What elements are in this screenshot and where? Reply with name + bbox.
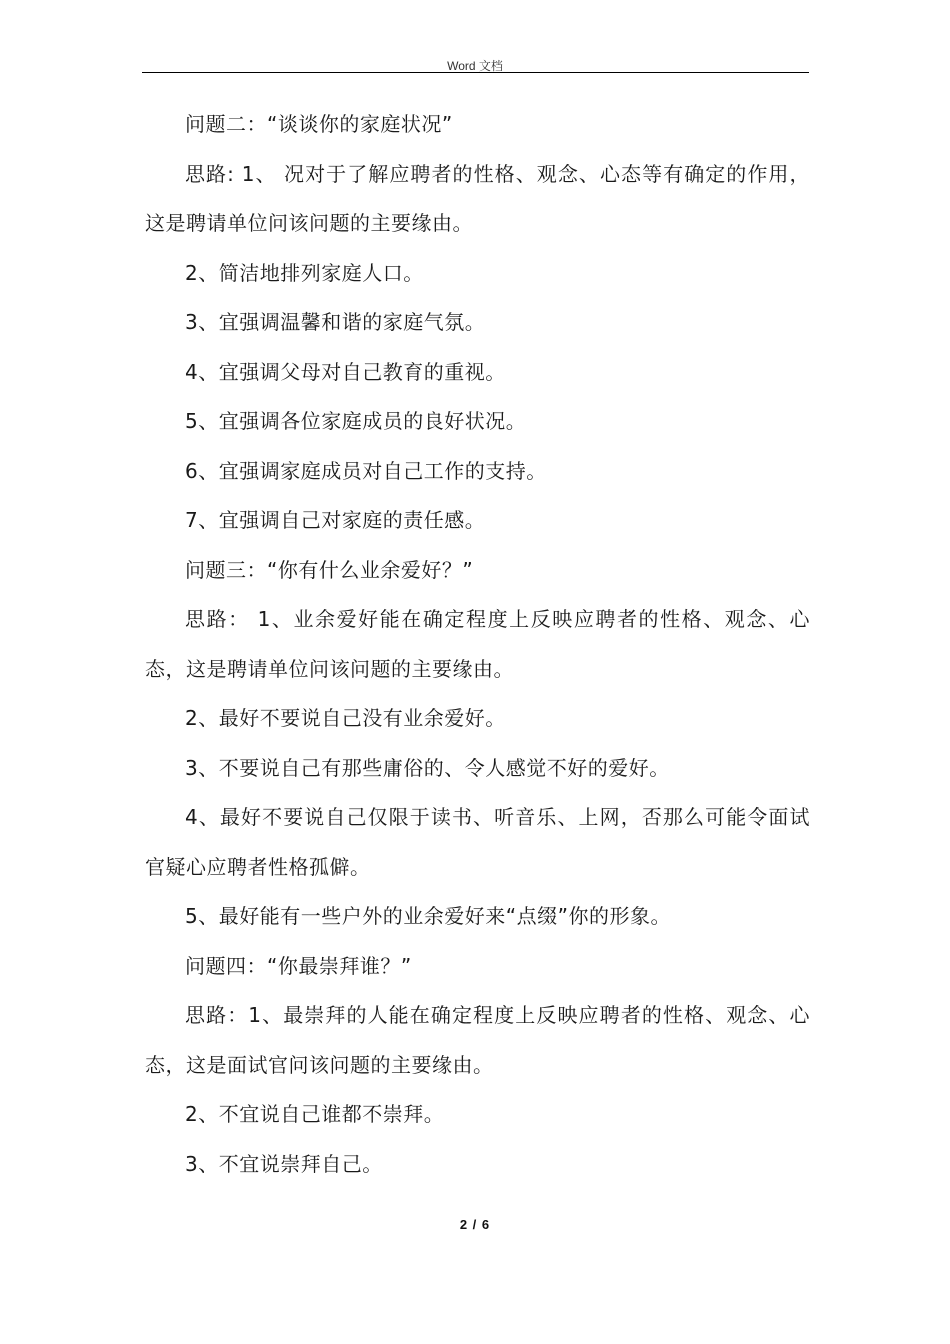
paragraph-item: 5、宜强调各位家庭成员的良好状况。: [185, 409, 527, 433]
document-body: [145, 100, 810, 1189]
paragraph-item: 6、宜强调家庭成员对自己工作的支持。: [185, 458, 547, 483]
paragraph-approach-4: 思路：1、最崇拜的人能在确定程度上反映应聘者的性格、观念、心态，这是面试官问该问题的主要缘由。: [145, 1003, 810, 1077]
paragraph-approach-3: 思路： 1、业余爱好能在确定程度上反映应聘者的性格、观念、心态，这是聘请单位问该问题的主要缘由。: [145, 607, 810, 681]
paragraph-item: 3、不要说自己有那些庸俗的、令人感觉不好的爱好。: [185, 755, 670, 780]
paragraph-item: 2、最好不要说自己没有业余爱好。: [185, 706, 506, 730]
paragraph-question-2: 问题二：“谈谈你的家庭状况”: [185, 112, 453, 136]
paragraph-item: 7、宜强调自己对家庭的责任感。: [185, 508, 486, 532]
page-number: 2 / 6: [459, 1217, 491, 1232]
paragraph-question-3: 问题三：“你有什么业余爱好？”: [185, 557, 474, 582]
paragraph-item: 3、不宜说崇拜自己。: [185, 1151, 383, 1176]
header-divider: [142, 72, 809, 73]
paragraph-item: 2、简洁地排列家庭人口。: [185, 260, 424, 285]
paragraph-question-4: 问题四：“你最崇拜谁？”: [185, 953, 412, 978]
paragraph-item: 4、最好不要说自己仅限于读书、听音乐、上网，否那么可能令面试官疑心应聘者性格孤僻。: [145, 805, 810, 879]
paragraph-item: 3、宜强调温馨和谐的家庭气氛。: [185, 310, 486, 334]
paragraph-approach-2: 思路: 1、 况对于了解应聘者的性格、观念、心态等有确定的作用，这是聘请单位问该问题的主要缘由。: [145, 161, 810, 235]
paragraph-item: 2、不宜说自己谁都不崇拜。: [185, 1102, 445, 1126]
page-header-title: Word 文档: [447, 59, 503, 73]
paragraph-item: 4、宜强调父母对自己教育的重视。: [185, 359, 506, 384]
paragraph-item: 5、最好能有一些户外的业余爱好来“点缀”你的形象。: [185, 904, 671, 928]
